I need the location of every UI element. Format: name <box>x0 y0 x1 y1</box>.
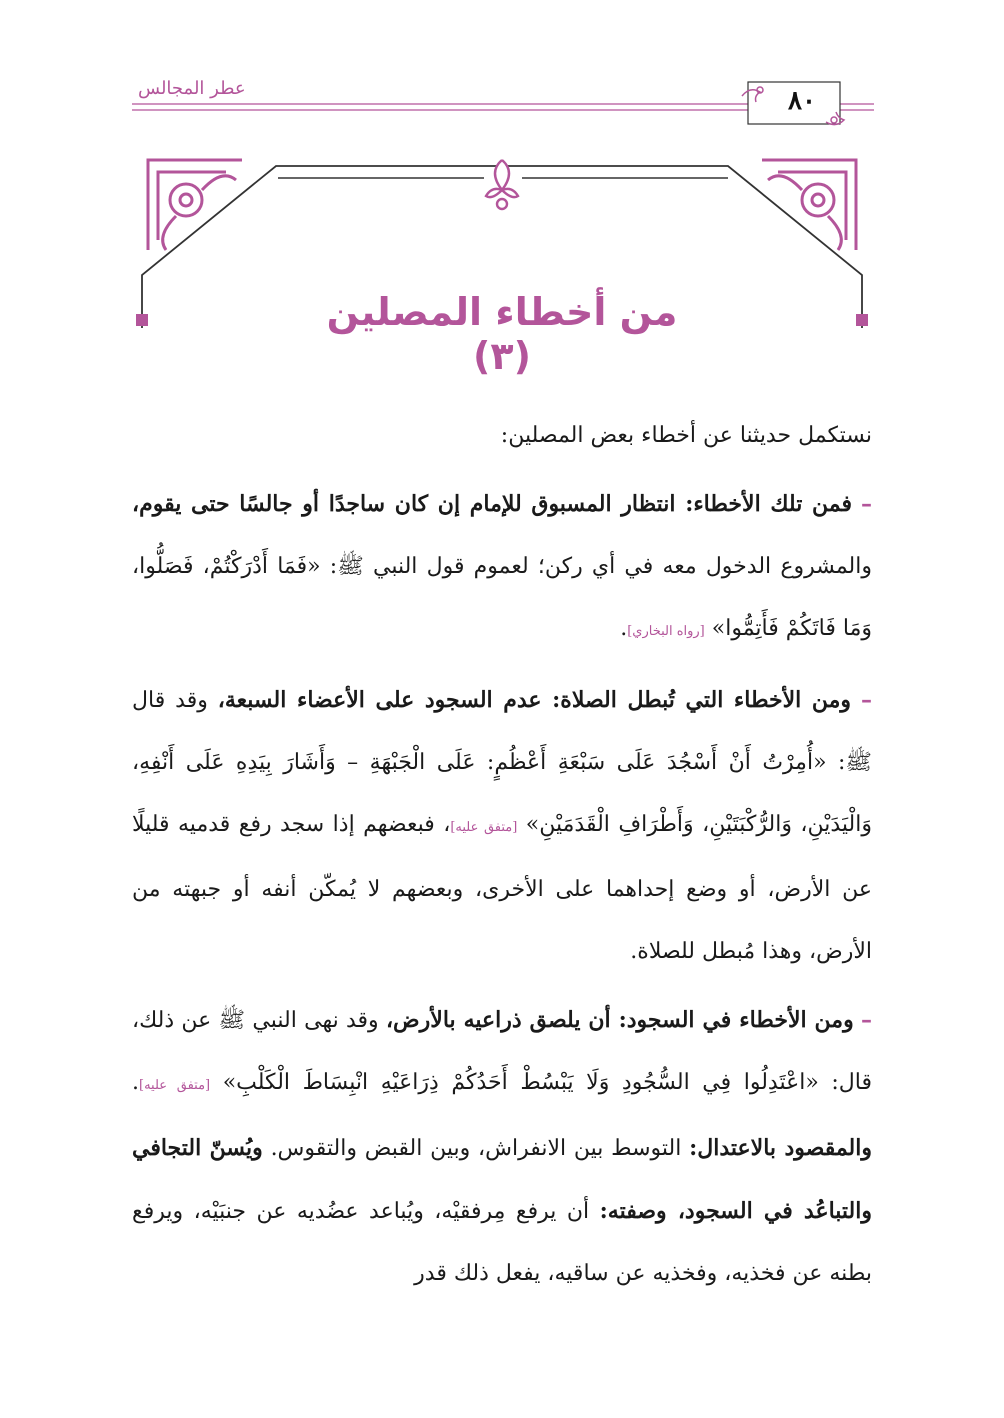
paragraph-3-text-3: التوسط بين الانفراش، وبين القبض والتقوس. <box>262 1136 690 1161</box>
header-rule <box>0 0 1004 130</box>
paragraph-2 <box>132 669 872 983</box>
paragraph-3-text-4: أن يرفع مِرفقيْه، ويُباعد عضُديه عن جنبَيْه، ويرفع بطنه عن فخذيه، وفخذيه عن ساقيه، يفعل ذلك قدر <box>132 1199 872 1286</box>
article-body <box>132 405 872 1311</box>
intro-paragraph: نستكمل حديثنا عن أخطاء بعض المصلين: <box>500 423 872 448</box>
page-header <box>0 0 1004 130</box>
page-number: ٨٠ <box>788 86 816 116</box>
book-title: عطر المجالس <box>138 78 246 99</box>
paragraph-1-end: . <box>620 616 628 641</box>
hadith-quote: «أُمِرْتُ أَنْ أَسْجُدَ عَلَى سَبْعَةِ أَعْظُمٍ: عَلَى الْجَبْهَةِ – وَأَشَارَ بِيَدِهِ عَلَى أَنْفِهِ، وَالْيَدَيْنِ، وَالرُّكْبَتَيْنِ، وَأَطْرَافِ الْقَدَمَيْنِ» <box>132 750 872 837</box>
paragraph-3-text: وقد نهى النبي ﷺ عن ذلك، قال: <box>132 1008 872 1095</box>
hadith-reference: [متفق عليه] <box>450 820 518 835</box>
paragraph-2-text-continued: ، فبعضهم إذا سجد رفع قدميه قليلًا عن الأرض، أو وضع إحداهما على الأخرى، وبعضهم لا يُمكّن أنفه أو جبهته من الأرض، وهذا مُبطل للصلاة. <box>132 812 872 964</box>
bullet-dash: – <box>861 687 872 713</box>
chapter-title: من أخطاء المصلين (٣) <box>326 290 678 378</box>
hadith-quote: «اعْتَدِلُوا فِي السُّجُودِ وَلَا يَبْسُطْ أَحَدُكُمْ ذِرَاعَيْهِ انْبِسَاطَ الْكَلْبِ» <box>222 1070 819 1095</box>
center-fleuron-icon <box>486 160 518 209</box>
hadith-reference: [متفق عليه] <box>139 1078 211 1093</box>
paragraph-3 <box>132 989 872 1305</box>
spacing-term: ويُسنّ التجافي والتباعُد في السجود، وصفته: <box>132 1135 872 1224</box>
hadith-quote: «فَمَا أَدْرَكْتُمْ، فَصَلُّوا، وَمَا فَاتَكُمْ فَأَتِمُّوا» <box>132 554 872 641</box>
hadith-reference: [رواه البخاري] <box>627 624 705 639</box>
paragraph-2-text: وقد قال ﷺ: <box>132 688 872 775</box>
paragraph-2-heading: ومن الأخطاء التي تُبطل الصلاة: عدم السجود على الأعضاء السبعة، <box>217 687 852 713</box>
paragraph-3-text-2: . <box>132 1070 139 1095</box>
bullet-dash: – <box>861 491 872 517</box>
paragraph-1 <box>132 473 872 663</box>
bullet-dash: – <box>861 1007 872 1033</box>
paragraph-3-heading: ومن الأخطاء في السجود: أن يلصق ذراعيه بالأرض، <box>385 1007 854 1033</box>
paragraph-1-text: والمشروع الدخول معه في أي ركن؛ لعموم قول النبي ﷺ: <box>320 554 872 579</box>
paragraph-1-heading: فمن تلك الأخطاء: انتظار المسبوق للإمام إن كان ساجدًا أو جالسًا حتى يقوم، <box>132 491 852 517</box>
moderation-term: والمقصود بالاعتدال: <box>689 1135 872 1161</box>
